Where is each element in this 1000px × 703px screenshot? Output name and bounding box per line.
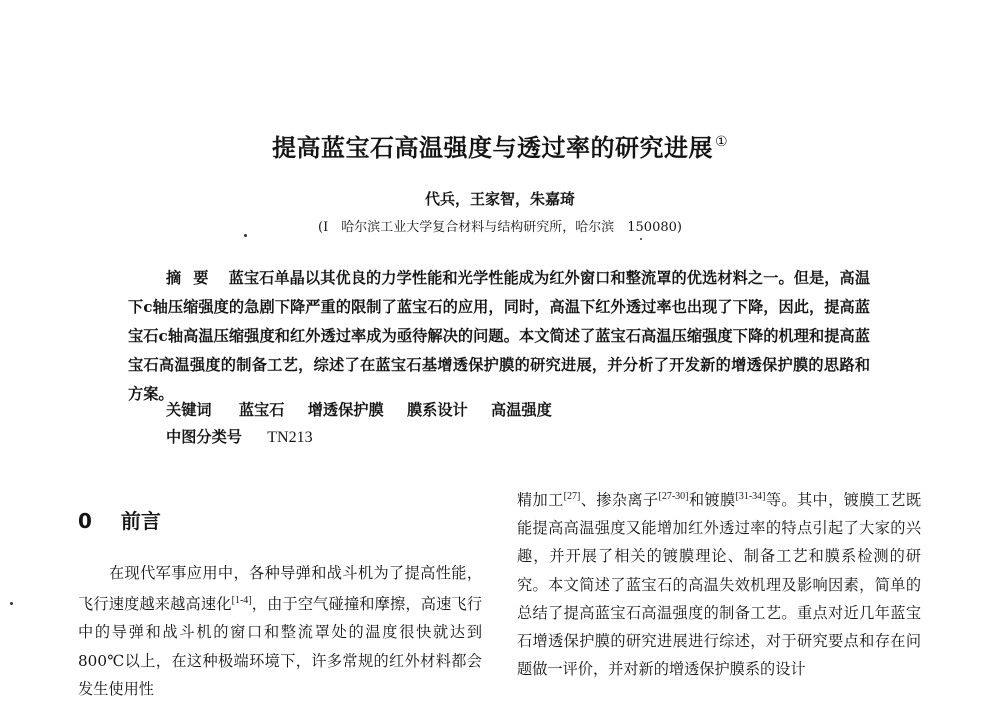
keywords-label: 关键词 — [166, 401, 212, 419]
left-column-text — [78, 559, 482, 703]
section-title: 前言 — [120, 509, 161, 533]
citation: [27-30] — [658, 491, 689, 502]
section-heading — [78, 505, 161, 534]
body-text: 等。其中，镀膜工艺既能提高高温强度又能增加红外透过率的特点引起了大家的兴趣，并开展了相关的镀膜理论、制备工艺和膜系检测的研究。本文简述了蓝宝石的高温失效机理及影响因素，简单的总结了提高蓝宝石高温强度的制备工艺。重点对近几年蓝宝石增透保护膜的研究进展进行综述，对于研究要点和存在问题做一评价，并对新的增透保护膜系的设计 — [517, 491, 922, 679]
abstract-label: 摘要 — [166, 269, 221, 287]
scan-speck — [10, 602, 13, 605]
abstract — [128, 264, 870, 409]
keyword-item: 增透保护膜 — [307, 401, 384, 419]
body-text: 、掺杂离子 — [580, 491, 659, 509]
abstract-text: 蓝宝石单晶以其优良的力学性能和光学性能成为红外窗口和整流罩的优选材料之一。但是，高温下c轴压缩强度的急剧下降严重的限制了蓝宝石的应用，同时，高温下红外透过率也出现了下降，因此，提高蓝宝石c轴高温压缩强度和红外透过率成为亟待解决的问题。本文简述了蓝宝石高温压缩强度下降的机理和提高蓝宝石高温强度的制备工艺，综述了在蓝宝石基增透保护膜的研究进展，并分析了开发新的增透保护膜的思路和方案。 — [128, 269, 871, 403]
body-text: 和镀膜 — [688, 491, 736, 509]
citation: [1-4] — [231, 595, 252, 607]
right-column-text — [517, 483, 921, 683]
keyword-item: 蓝宝石 — [238, 401, 285, 419]
title-text: 提高蓝宝石高温强度与透过率的研究进展 — [271, 134, 713, 162]
classification-code: TN213 — [267, 429, 313, 446]
keyword-item: 高温强度 — [491, 401, 552, 419]
affiliation: (I 哈尔滨工业大学复合材料与结构研究所，哈尔滨 150080) — [318, 220, 682, 235]
scan-speck — [244, 234, 247, 237]
keywords — [166, 399, 570, 420]
body-text: 精加工 — [517, 491, 564, 509]
scan-speck — [640, 238, 642, 240]
keyword-item: 膜系设计 — [406, 401, 468, 419]
classification-label: 中图分类号 — [166, 428, 242, 446]
classification-number — [166, 426, 313, 447]
author-list: 代兵，王家智，朱嘉琦 — [424, 190, 575, 208]
section-number: 0 — [78, 509, 92, 533]
citation: [31-34] — [735, 491, 766, 502]
title-footnote-mark: ① — [714, 134, 729, 150]
body-text: ，由于空气碰撞和摩擦，高速飞行中的导弹和战斗机的窗口和整流罩处的温度很快就达到 800℃以上，在这种极端环境下，许多常规的红外材料都会发生使用性 — [78, 595, 483, 698]
paper-title — [0, 128, 1000, 163]
citation: [27] — [563, 491, 581, 502]
body-text: 在现代军事应用中，各种导弹和战斗机为了提高性能，飞行速度越来越高速化 — [78, 564, 482, 614]
